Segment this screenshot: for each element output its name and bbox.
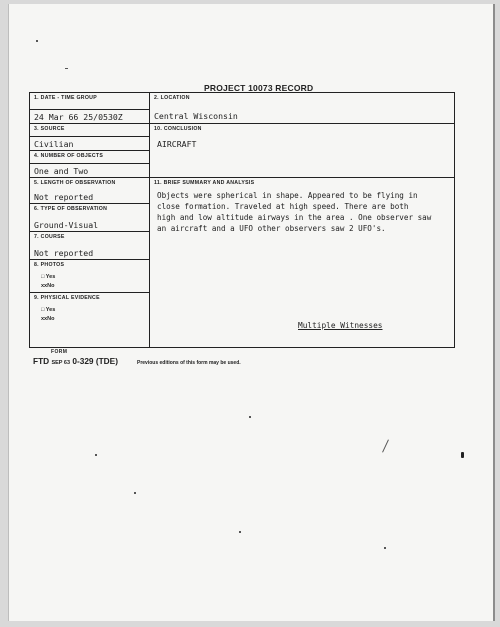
date-time-group-value-cell: [30, 110, 149, 124]
speck: [249, 416, 251, 418]
physical-evidence-no-label: No: [47, 316, 55, 322]
photos-yes-label: Yes: [45, 274, 56, 280]
footer-form-id: [33, 356, 118, 366]
summary-line: high and low altitude airways in the area . One observer saw: [157, 213, 432, 222]
witnesses-text: Multiple Witnesses: [298, 321, 383, 330]
document-page: [8, 4, 495, 621]
source-value-cell: [30, 137, 149, 151]
footer-date-code: SEP 63: [51, 360, 71, 366]
course-label: 7. COURSE: [34, 234, 65, 240]
conclusion-value: AIRCRAFT: [157, 139, 197, 149]
speck: [95, 454, 97, 456]
speck: [65, 68, 68, 69]
conclusion-cell: [150, 124, 454, 178]
stray-mark: [382, 439, 389, 452]
type-of-observation-cell: [30, 204, 149, 232]
speck: [239, 531, 241, 533]
source-value: Civilian: [34, 139, 74, 149]
record-title: PROJECT 10073 RECORD: [204, 83, 314, 93]
physical-evidence-yes-label: Yes: [45, 307, 56, 313]
source-cell: [30, 124, 149, 137]
length-of-observation-label: 5. LENGTH OF OBSERVATION: [34, 180, 116, 186]
conclusion-label: 10. CONCLUSION: [154, 126, 202, 132]
speck: [36, 40, 38, 42]
physical-evidence-no-mark: xx: [41, 316, 48, 322]
physical-evidence-cell: [30, 293, 149, 346]
physical-evidence-label: 9. PHYSICAL EVIDENCE: [34, 295, 100, 301]
course-cell: [30, 232, 149, 260]
number-of-objects-value-cell: [30, 164, 149, 178]
physical-evidence-no-option: [41, 316, 54, 322]
length-of-observation-cell: [30, 178, 149, 204]
number-of-objects-label: 4. NUMBER OF OBJECTS: [34, 153, 104, 159]
footer-note: Previous editions of this form may be used.: [137, 360, 241, 366]
physical-evidence-yes-option: [41, 307, 55, 313]
date-time-group-cell: [30, 93, 149, 110]
type-of-observation-value: Ground-Visual: [34, 220, 99, 230]
footer-form-label: FORM: [51, 349, 68, 355]
photos-label: 8. PHOTOS: [34, 262, 65, 268]
source-label: 3. SOURCE: [34, 126, 65, 132]
summary-text: [157, 190, 447, 234]
location-label: 2. LOCATION: [154, 95, 190, 101]
speck: [461, 452, 464, 458]
speck: [134, 492, 136, 494]
footer-form-number: 0-329 (TDE): [72, 356, 118, 366]
summary-line: an aircraft and a UFO other observers saw 2 UFO's.: [157, 224, 386, 233]
photos-no-option: [41, 283, 54, 289]
photos-cell: [30, 260, 149, 293]
form-right-column: [150, 93, 454, 347]
form-left-column: [30, 93, 150, 347]
course-value: Not reported: [34, 248, 94, 258]
summary-line: close formation. Traveled at high speed. There are both: [157, 202, 409, 211]
speck: [384, 547, 386, 549]
location-cell: [150, 93, 454, 124]
number-of-objects-value: One and Two: [34, 166, 89, 176]
summary-label: 11. BRIEF SUMMARY AND ANALYSIS: [154, 180, 255, 186]
date-time-group-label: 1. DATE - TIME GROUP: [34, 95, 97, 101]
photos-no-label: No: [47, 283, 55, 289]
photos-yes-option: [41, 274, 55, 280]
photos-no-mark: xx: [41, 283, 48, 289]
type-of-observation-label: 6. TYPE OF OBSERVATION: [34, 206, 108, 212]
checkbox-icon: □: [41, 307, 45, 313]
record-form: [29, 92, 455, 348]
summary-line: Objects were spherical in shape. Appeared to be flying in: [157, 191, 418, 200]
footer-ftd: FTD: [33, 356, 50, 366]
number-of-objects-cell: [30, 151, 149, 164]
location-value: Central Wisconsin: [154, 111, 238, 121]
length-of-observation-value: Not reported: [34, 192, 94, 202]
checkbox-icon: □: [41, 274, 45, 280]
date-time-group-value: 24 Mar 66 25/0530Z: [34, 112, 123, 122]
